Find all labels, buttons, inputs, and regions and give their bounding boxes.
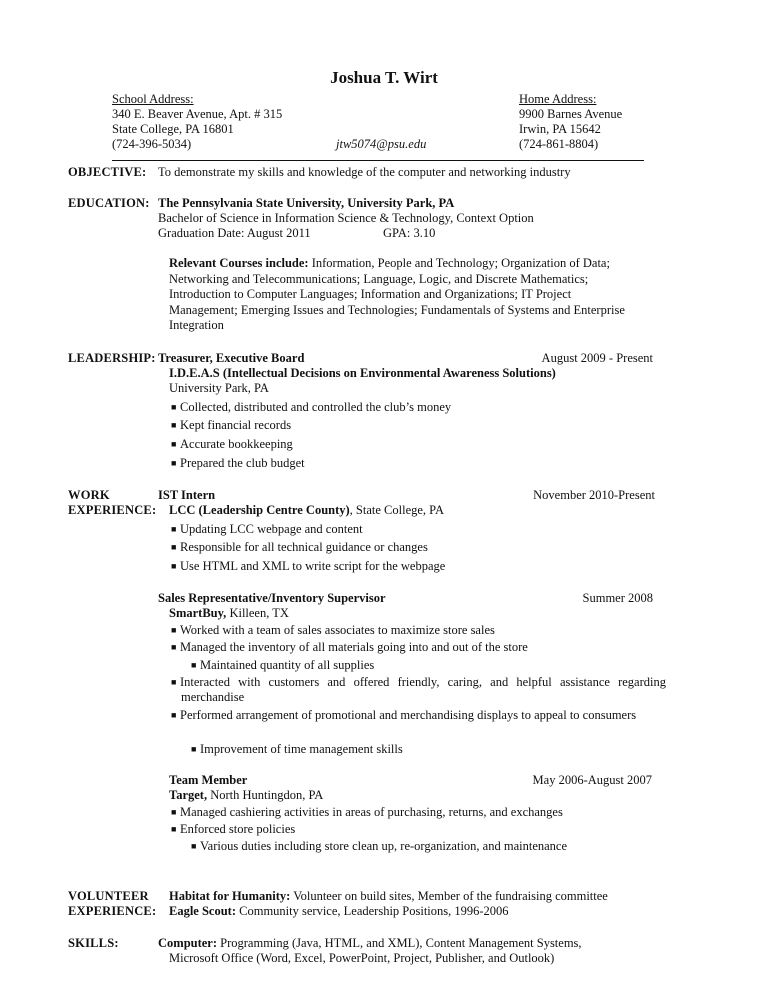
bullet-icon: ■ xyxy=(171,402,177,412)
school-phone: (724-396-5034) xyxy=(112,137,192,151)
list-item: ■ Kept financial records xyxy=(171,418,292,432)
list-item: ■ Worked with a team of sales associates to maximize store sales xyxy=(171,623,495,637)
bullet-icon: ■ xyxy=(171,710,177,720)
list-item: ■ Interacted with customers and offered friendly, caring, and helpful assistance regarding merchandise xyxy=(171,675,666,704)
leadership-org: I.D.E.A.S (Intellectual Decisions on Environmental Awareness Solutions) xyxy=(169,366,556,380)
job-employer: LCC (Leadership Centre County), State College, PA xyxy=(169,503,445,517)
bullet-icon: ■ xyxy=(171,439,177,449)
list-item: ■ Performed arrangement of promotional and merchandising displays to appeal to consumers xyxy=(171,708,637,722)
list-item: ■ Collected, distributed and controlled the club’s money xyxy=(171,400,452,414)
bullet-icon: ■ xyxy=(171,677,177,687)
job-title: Sales Representative/Inventory Supervisor xyxy=(158,591,386,605)
bullet-icon: ■ xyxy=(171,625,177,635)
skills-line2: Microsoft Office (Word, Excel, PowerPoint, Project, Publisher, and Outlook) xyxy=(169,951,555,965)
skills-heading: SKILLS: xyxy=(68,936,119,950)
header-divider xyxy=(112,160,644,161)
list-item: ■ Enforced store policies xyxy=(171,822,296,836)
job-date: May 2006-August 2007 xyxy=(532,773,652,787)
list-item: ■ Maintained quantity of all supplies xyxy=(191,658,375,672)
list-item: ■ Accurate bookkeeping xyxy=(171,437,293,451)
education-grad-date: Graduation Date: August 2011 xyxy=(158,226,311,240)
list-item: ■ Prepared the club budget xyxy=(171,456,305,470)
list-item: ■ Use HTML and XML to write script for the webpage xyxy=(171,559,446,573)
list-item: ■ Improvement of time management skills xyxy=(191,742,403,756)
relevant-courses xyxy=(169,256,639,334)
list-item: ■ Managed the inventory of all materials going into and out of the store xyxy=(171,640,528,654)
work-heading-line1: WORK xyxy=(68,488,110,502)
bullet-icon: ■ xyxy=(171,420,177,430)
list-item: ■ Responsible for all technical guidance or changes xyxy=(171,540,428,554)
job-date: November 2010-Present xyxy=(533,488,655,502)
list-item: ■ Various duties including store clean up, re-organization, and maintenance xyxy=(191,839,568,853)
job-employer: Target, North Huntingdon, PA xyxy=(169,788,324,802)
relevant-courses-text: Information, People and Technology; Organization of Data; Networking and Telecommunications; Language, Logic, and Discrete Mathematics; Introduction to Computer Languages; Information and Organizations; IT Project Management; Emerging Issues and Technologies; Fundamentals of Systems and Enterprise Integration xyxy=(169,256,625,333)
bullet-icon: ■ xyxy=(171,524,177,534)
home-address-line2: Irwin, PA 15642 xyxy=(519,122,601,136)
school-address-line1: 340 E. Beaver Avenue, Apt. # 315 xyxy=(112,107,283,121)
bullet-icon: ■ xyxy=(171,561,177,571)
relevant-courses-label: Relevant Courses include: xyxy=(169,256,309,270)
objective-text: To demonstrate my skills and knowledge of the computer and networking industry xyxy=(158,165,571,179)
bullet-icon: ■ xyxy=(191,660,197,670)
objective-heading: OBJECTIVE: xyxy=(68,165,147,179)
home-phone: (724-861-8804) xyxy=(519,137,599,151)
email-address[interactable]: jtw5074@psu.edu xyxy=(336,137,427,151)
bullet-icon: ■ xyxy=(191,744,197,754)
education-heading: EDUCATION: xyxy=(68,196,150,210)
home-address-line1: 9900 Barnes Avenue xyxy=(519,107,623,121)
bullet-icon: ■ xyxy=(171,458,177,468)
home-address-label: Home Address: xyxy=(519,92,597,106)
job-employer: SmartBuy, Killeen, TX xyxy=(169,606,289,620)
volunteer-item: Eagle Scout: Community service, Leadership Positions, 1996-2006 xyxy=(169,904,509,918)
job-title: Team Member xyxy=(169,773,248,787)
education-school: The Pennsylvania State University, University Park, PA xyxy=(158,196,455,210)
bullet-icon: ■ xyxy=(171,807,177,817)
school-address-label: School Address: xyxy=(112,92,194,106)
volunteer-heading-line2: EXPERIENCE: xyxy=(68,904,157,918)
job-date: Summer 2008 xyxy=(582,591,653,605)
candidate-name: Joshua T. Wirt xyxy=(330,68,438,87)
work-heading-line2: EXPERIENCE: xyxy=(68,503,157,517)
leadership-date: August 2009 - Present xyxy=(541,351,653,365)
list-item: ■ Managed cashiering activities in areas of purchasing, returns, and exchanges xyxy=(171,805,563,819)
education-gpa: GPA: 3.10 xyxy=(383,226,436,240)
leadership-location: University Park, PA xyxy=(169,381,269,395)
education-degree: Bachelor of Science in Information Science & Technology, Context Option xyxy=(158,211,534,225)
volunteer-heading-line1: VOLUNTEER xyxy=(68,889,149,903)
school-address-line2: State College, PA 16801 xyxy=(112,122,234,136)
volunteer-item: Habitat for Humanity: Volunteer on build sites, Member of the fundraising committee xyxy=(169,889,608,903)
bullet-icon: ■ xyxy=(171,642,177,652)
job-title: IST Intern xyxy=(158,488,216,502)
list-item: ■ Updating LCC webpage and content xyxy=(171,522,363,536)
bullet-icon: ■ xyxy=(171,824,177,834)
bullet-icon: ■ xyxy=(191,841,197,851)
leadership-heading: LEADERSHIP: xyxy=(68,351,156,365)
skills-line1: Computer: Programming (Java, HTML, and XML), Content Management Systems, xyxy=(158,936,582,950)
leadership-title: Treasurer, Executive Board xyxy=(158,351,305,365)
bullet-icon: ■ xyxy=(171,542,177,552)
